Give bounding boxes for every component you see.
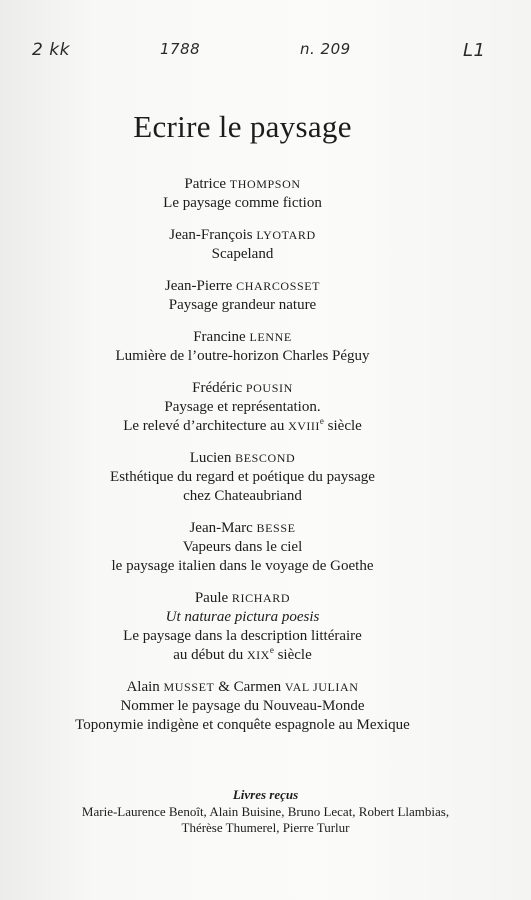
- article-title: le paysage italien dans le voyage de Goethe: [111, 558, 374, 574]
- article-title: Toponymie indigène et conquête espagnole au Mexique: [75, 717, 410, 733]
- article-title: Ut naturae pictura poesis: [165, 609, 320, 625]
- toc-entry: [0, 519, 485, 576]
- author: Lucien BESCOND: [189, 450, 296, 466]
- toc-entry: [0, 379, 485, 436]
- toc-entry: [0, 277, 485, 315]
- toc-entry: [0, 328, 485, 366]
- author: Francine LENNE: [193, 329, 292, 345]
- toc-entry: [0, 589, 485, 665]
- handwritten-note: 1788: [160, 40, 201, 58]
- article-title: Nommer le paysage du Nouveau-Monde: [120, 698, 365, 714]
- article-title: Paysage grandeur nature: [168, 297, 317, 313]
- article-title: Le relevé d’architecture au XVIIIe siècle: [123, 416, 362, 434]
- toc-entry: [0, 226, 485, 264]
- article-title: Vapeurs dans le ciel: [182, 539, 303, 555]
- author: Paule RICHARD: [194, 590, 291, 606]
- books-list: Thérèse Thumerel, Pierre Turlur: [181, 820, 350, 835]
- article-title: chez Chateaubriand: [183, 488, 302, 504]
- toc-entry: [0, 449, 485, 506]
- handwritten-note: n. 209: [300, 40, 351, 58]
- handwritten-note: 2 kk: [32, 40, 70, 60]
- books-list: Marie-Laurence Benoît, Alain Buisine, Bruno Lecat, Robert Llambias,: [81, 804, 450, 819]
- toc-entry: [0, 678, 485, 735]
- article-title: Scapeland: [211, 246, 274, 262]
- article-title: Le paysage dans la description littéraire: [123, 628, 362, 644]
- author: Jean-Marc BESSE: [189, 520, 296, 536]
- table-of-contents: [0, 175, 485, 748]
- article-title: au début du XIXe siècle: [173, 645, 312, 663]
- books-heading: Livres reçus: [232, 787, 299, 802]
- author: Alain MUSSET & Carmen VAL JULIAN: [126, 679, 359, 695]
- article-title: Le paysage comme fiction: [163, 195, 322, 211]
- handwritten-note: L1: [463, 40, 486, 61]
- author: Jean-François LYOTARD: [169, 227, 316, 243]
- toc-entry: [0, 175, 485, 213]
- author: Frédéric POUSIN: [192, 380, 293, 396]
- article-title: Esthétique du regard et poétique du paysage: [110, 469, 375, 485]
- books-received: [0, 787, 531, 836]
- author: Jean-Pierre CHARCOSSET: [164, 278, 321, 294]
- page-title: Ecrire le paysage: [133, 108, 352, 144]
- author: Patrice THOMPSON: [184, 176, 301, 192]
- article-title: Lumière de l’outre-horizon Charles Péguy: [115, 348, 370, 364]
- article-title: Paysage et représentation.: [164, 399, 321, 415]
